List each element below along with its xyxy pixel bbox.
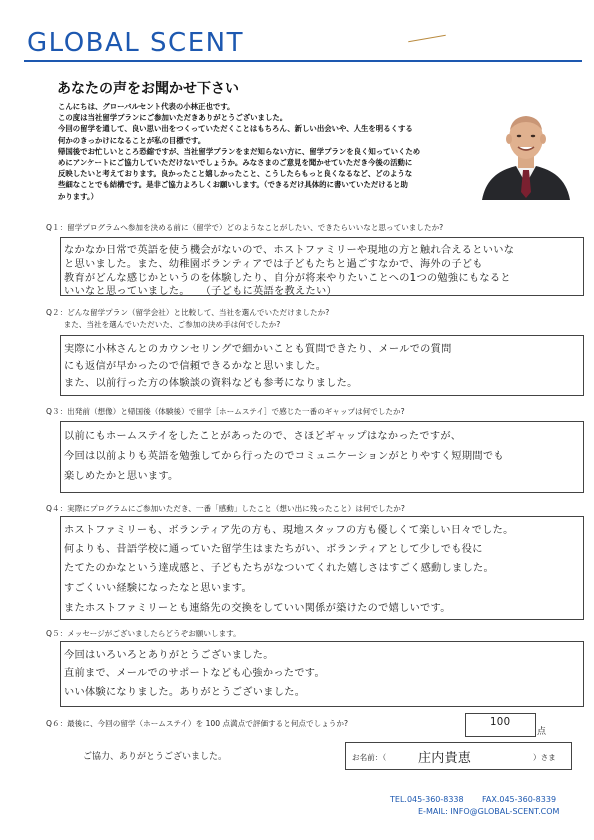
question-5: Q５：メッセージがございましたらどうぞお願いします。 bbox=[46, 629, 241, 638]
name-label: お名前：（ bbox=[352, 753, 387, 762]
intro-line: かります。） bbox=[58, 191, 99, 201]
question-2: Q２：どんな留学プラン（留学会社）と比較して、当社を選んでいただけましたか? bbox=[46, 308, 330, 317]
answer-4-line-3: たてたのかなという達成感と、子どもたちがなついてくれた嬉しさはすごく感動しました。 bbox=[64, 563, 494, 574]
answer-1-line-4: いいなと思っていました。 （子どもに英語を教えたい） bbox=[64, 286, 337, 297]
intro-line: めにアンケートにご協力していただけないでしょうか。みなさまのご意見を聞かせていただき今後の活動に bbox=[58, 158, 413, 168]
answer-1-line-1: なかなか日常で英語を使う機会がないので、ホストファミリーや現地の方と触れ合えるといいな bbox=[64, 245, 515, 256]
name-value: 庄内貴恵 bbox=[418, 751, 472, 766]
intro-line: 帰国後でお忙しいところ恐縮ですが、当社留学プランをまだ知らない方に、留学プランを良く知っていくため bbox=[58, 146, 421, 156]
answer-5-line-2: 直前まで、メールでのサポートなども心強かったです。 bbox=[64, 668, 325, 679]
score-value: 100 bbox=[490, 717, 511, 728]
question-4: Q４：実際にプログラムにご参加いただき、一番「感動」したこと（想い出に残ったこと）は何でしたか? bbox=[46, 504, 405, 513]
answer-3-line-2: 今回は以前よりも英語を勉強してから行ったのでコミュニケーションがとりやすく短期間でも bbox=[64, 451, 504, 462]
intro-line: 何かのきっかけになることが私の目標です。 bbox=[58, 135, 206, 145]
name-suffix: ）さま bbox=[533, 753, 556, 762]
footer-email[interactable]: E-MAIL: INFO@GLOBAL-SCENT.COM bbox=[418, 807, 560, 816]
question-2-sub: また、当社を選んでいただいた、ご参加の決め手は何でしたか? bbox=[46, 320, 281, 329]
president-portrait-photo bbox=[476, 108, 576, 200]
closing-thanks: ご協力、ありがとうございました。 bbox=[83, 752, 228, 762]
intro-line: この度は当社留学プランにご参加いただきありがとうございました。 bbox=[58, 113, 288, 123]
intro-line: 今回の留学を通して、良い思い出をつくっていただくことはもちろん、新しい出会いや、人生を明るくする bbox=[58, 124, 413, 134]
answer-2-line-2: にも返信が早かったので信頼できるかなと思いました。 bbox=[64, 361, 327, 372]
answer-3-line-3: 楽しめたかと思います。 bbox=[64, 471, 179, 482]
score-unit: 点 bbox=[537, 727, 547, 737]
answer-3-line-1: 以前にもホームステイをしたことがあったので、さほどギャップはなかったですが、 bbox=[64, 431, 462, 442]
question-1: Q１：留学プログラムへ参加を決める前に（留学で）どのようなことがしたい、できたらいいなと思っていましたか? bbox=[46, 223, 444, 232]
answer-5-line-3: いい体験になりました。ありがとうございました。 bbox=[64, 687, 306, 698]
question-6: Q６：最後に、今回の留学（ホームステイ）を 100 点満点で評価すると何点でしょうか? bbox=[46, 719, 349, 728]
answer-1-line-2: と思いました。また、幼稚園ボランティアでは子どもたちと過ごすなかで、海外の子ども bbox=[64, 259, 483, 270]
footer-tel: TEL.045-360-8338 bbox=[390, 795, 464, 804]
answer-4-line-4: すごくいい経験になったなと思います。 bbox=[64, 583, 252, 594]
answer-4-line-1: ホストファミリーも、ボランティア先の方も、現地スタッフの方も優しくて楽しい日々でした。 bbox=[64, 525, 514, 536]
answer-2-line-1: 実際に小林さんとのカウンセリングで細かいことも質問できたり、メールでの質問 bbox=[64, 344, 452, 355]
footer-fax: FAX.045-360-8339 bbox=[482, 795, 557, 804]
pen-mark bbox=[408, 35, 446, 43]
answer-2-line-3: また、以前行った方の体験談の資料なども参考になりました。 bbox=[64, 378, 358, 389]
answer-4-line-2: 何よりも、昔語学校に通っていた留学生はまたちがい、ボランティアとして少しでも役に bbox=[64, 544, 483, 555]
answer-4-line-5: またホストファミリーとも連絡先の交換をしていい関係が築けたので嬉しいです。 bbox=[64, 603, 451, 614]
answer-5-line-1: 今回はいろいろとありがとうございました。 bbox=[64, 650, 274, 661]
intro-text bbox=[58, 101, 478, 202]
intro-line: 反映したいと考えております。良かったこと嬉しかったこと、こうしたらもっと良くなるなど、どのような bbox=[58, 169, 413, 179]
intro-line: こんにちは、グローバルセント代表の小林正也です。 bbox=[58, 102, 235, 111]
header-rule bbox=[24, 60, 582, 62]
intro-line: 些細なことでも結構です。是非ご協力よろしくお願いします。（できるだけ具体的に書いていただけると助 bbox=[58, 180, 408, 190]
question-3: Q３：出発前（想像）と帰国後（体験後）で留学［ホームステイ］で感じた一番のギャップは何でしたか? bbox=[46, 407, 405, 416]
answer-1-line-3: 教育がどんな感じかというのを体験したり、自分が将来やりたいことへの1つの勉強にもなると bbox=[64, 273, 511, 284]
page-title: あなたの声をお聞かせ下さい bbox=[57, 81, 239, 97]
brand-logo: GLOBAL SCENT bbox=[27, 28, 244, 58]
